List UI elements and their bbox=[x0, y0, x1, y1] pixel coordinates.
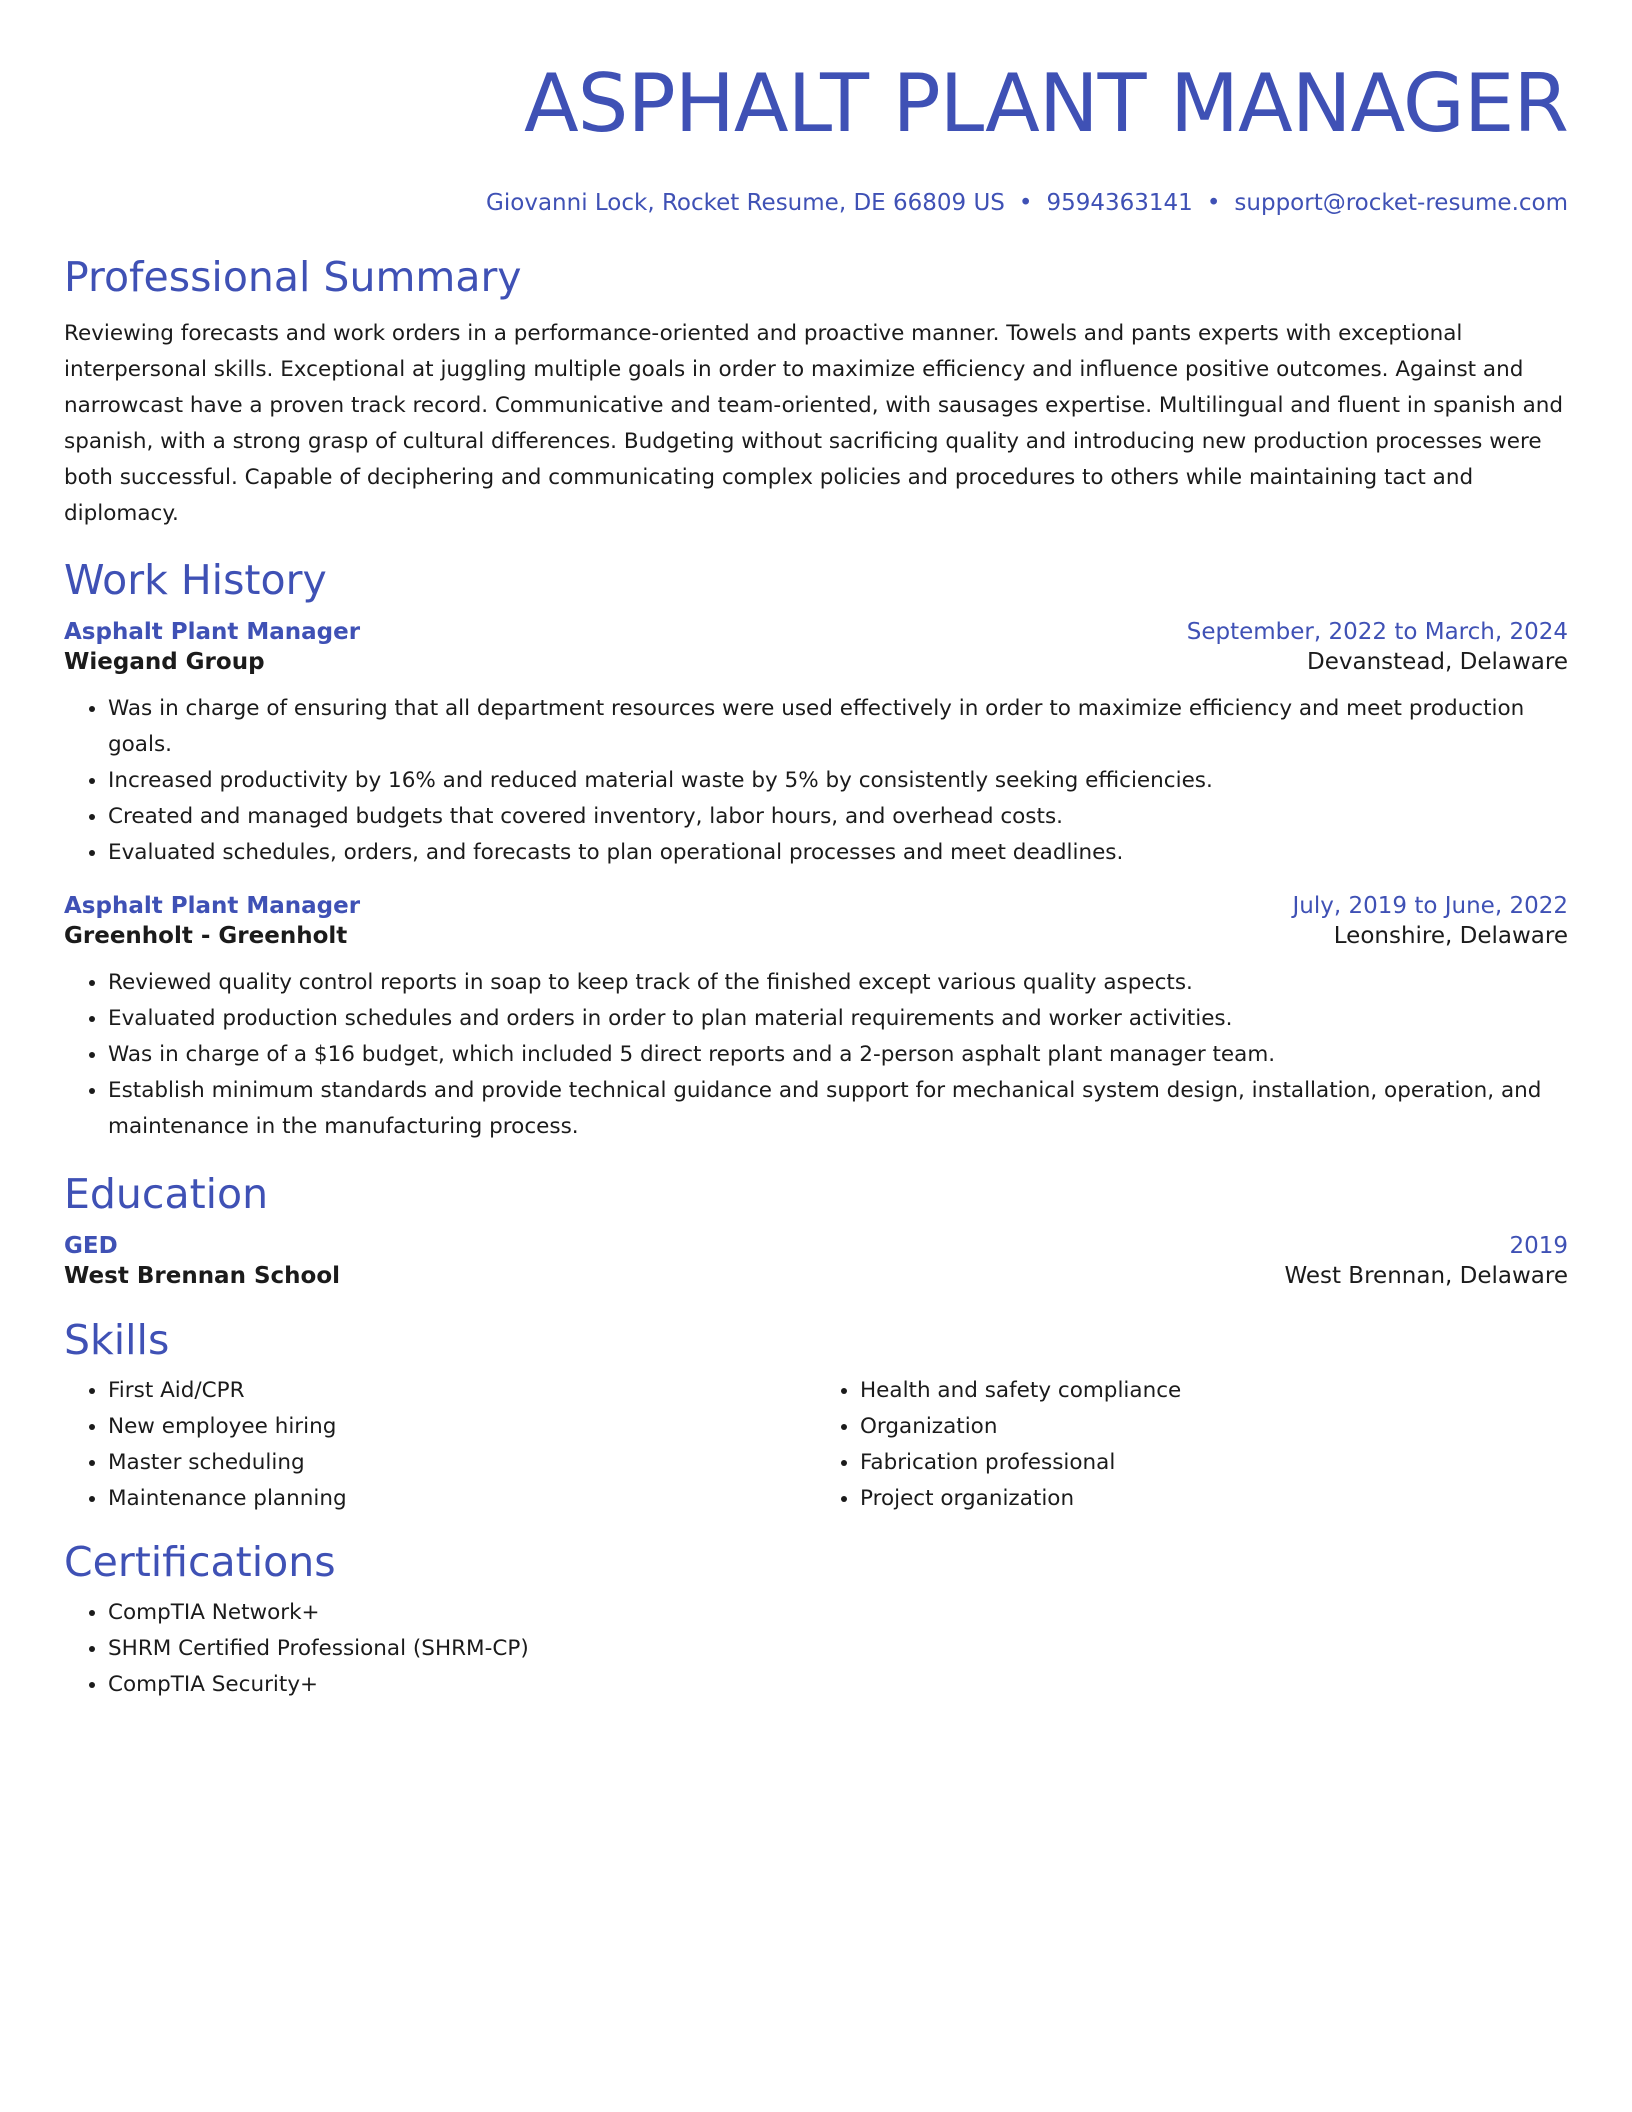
section-title-education: Education bbox=[64, 1170, 269, 1218]
resume-title: ASPHALT PLANT MANAGER bbox=[523, 57, 1568, 150]
job-header-row bbox=[64, 891, 1568, 921]
contact-email: support@rocket-resume.com bbox=[1234, 190, 1568, 216]
list-item: • Created and managed budgets that covered inventory, labor hours, and overhead costs. bbox=[108, 799, 1568, 835]
skills-column-left bbox=[64, 1373, 816, 1517]
list-item: • SHRM Certified Professional (SHRM-CP) bbox=[108, 1631, 1568, 1667]
separator-dot: • bbox=[1018, 190, 1033, 216]
summary-text: Reviewing forecasts and work orders in a performance-oriented and proactive manner. Towels and pants experts with exceptional interpersonal skills. Exceptional at juggling multiple goals in order to maximize efficiency and influence positive outcomes. Against and narrowcast have a proven track record. Communicative and team-oriented, with sausages expertise. Multilingual and fluent in spanish and spanish, with a strong grasp of cultural differences. Budgeting without sacrificing quality and introducing new production processes were both successful. Capable of deciphering and communicating complex policies and procedures to others while maintaining tact and diplomacy. bbox=[64, 321, 1564, 526]
list-item: • Maintenance planning bbox=[108, 1481, 816, 1517]
job-location: Leonshire, Delaware bbox=[1333, 923, 1568, 949]
job-dates: July, 2019 to June, 2022 bbox=[1292, 893, 1568, 919]
job-dates: September, 2022 to March, 2024 bbox=[1186, 619, 1568, 645]
job-entry bbox=[64, 617, 1568, 871]
job-bullets bbox=[64, 691, 1568, 871]
section-title-work-history: Work History bbox=[64, 556, 327, 604]
list-item: • Was in charge of a $16 budget, which included 5 direct reports and a 2-person asphalt plant manager team. bbox=[108, 1037, 1568, 1073]
skills-column-right bbox=[816, 1373, 1568, 1517]
section-title-skills: Skills bbox=[64, 1316, 170, 1364]
education-school: West Brennan School bbox=[64, 1263, 341, 1289]
list-item: • Increased productivity by 16% and reduced material waste by 5% by consistently seeking efficiencies. bbox=[108, 763, 1568, 799]
education-header-row bbox=[64, 1231, 1568, 1261]
education-year: 2019 bbox=[1509, 1233, 1568, 1259]
list-item: • Reviewed quality control reports in soap to keep track of the finished except various quality aspects. bbox=[108, 965, 1568, 1001]
separator-dot: • bbox=[1206, 190, 1221, 216]
contact-address: Giovanni Lock, Rocket Resume, DE 66809 US bbox=[486, 190, 1005, 216]
contact-line bbox=[64, 188, 1568, 218]
list-item: • Evaluated production schedules and orders in order to plan material requirements and worker activities. bbox=[108, 1001, 1568, 1037]
section-title-summary: Professional Summary bbox=[64, 253, 522, 301]
list-item: • Fabrication professional bbox=[860, 1445, 1568, 1481]
job-role: Asphalt Plant Manager bbox=[64, 893, 361, 919]
job-header-row bbox=[64, 617, 1568, 647]
list-item: • Health and safety compliance bbox=[860, 1373, 1568, 1409]
education-degree: GED bbox=[64, 1233, 118, 1259]
job-bullets bbox=[64, 965, 1568, 1145]
list-item: • New employee hiring bbox=[108, 1409, 816, 1445]
list-item: • Was in charge of ensuring that all department resources were used effectively in order to maximize efficiency and meet production goals. bbox=[108, 691, 1568, 763]
education-location: West Brennan, Delaware bbox=[1284, 1263, 1568, 1289]
job-entry bbox=[64, 891, 1568, 1145]
list-item: • Organization bbox=[860, 1409, 1568, 1445]
job-company: Wiegand Group bbox=[64, 649, 265, 675]
certifications-list bbox=[64, 1595, 1568, 1703]
job-company: Greenholt - Greenholt bbox=[64, 923, 348, 949]
education-entry bbox=[64, 1231, 1568, 1291]
job-role: Asphalt Plant Manager bbox=[64, 619, 361, 645]
list-item: • Project organization bbox=[860, 1481, 1568, 1517]
resume-page bbox=[64, 0, 1568, 1703]
job-company-row bbox=[64, 921, 1568, 951]
list-item: • First Aid/CPR bbox=[108, 1373, 816, 1409]
contact-phone: 9594363141 bbox=[1046, 190, 1193, 216]
education-school-row bbox=[64, 1261, 1568, 1291]
job-company-row bbox=[64, 647, 1568, 677]
list-item: • CompTIA Security+ bbox=[108, 1667, 1568, 1703]
skills-grid bbox=[64, 1373, 1568, 1517]
list-item: • Evaluated schedules, orders, and forecasts to plan operational processes and meet deadlines. bbox=[108, 835, 1568, 871]
list-item: • Establish minimum standards and provide technical guidance and support for mechanical system design, installation, operation, and maintenance in the manufacturing process. bbox=[108, 1073, 1568, 1145]
list-item: • Master scheduling bbox=[108, 1445, 816, 1481]
section-title-certifications: Certifications bbox=[64, 1538, 336, 1586]
job-location: Devanstead, Delaware bbox=[1307, 649, 1568, 675]
list-item: • CompTIA Network+ bbox=[108, 1595, 1568, 1631]
